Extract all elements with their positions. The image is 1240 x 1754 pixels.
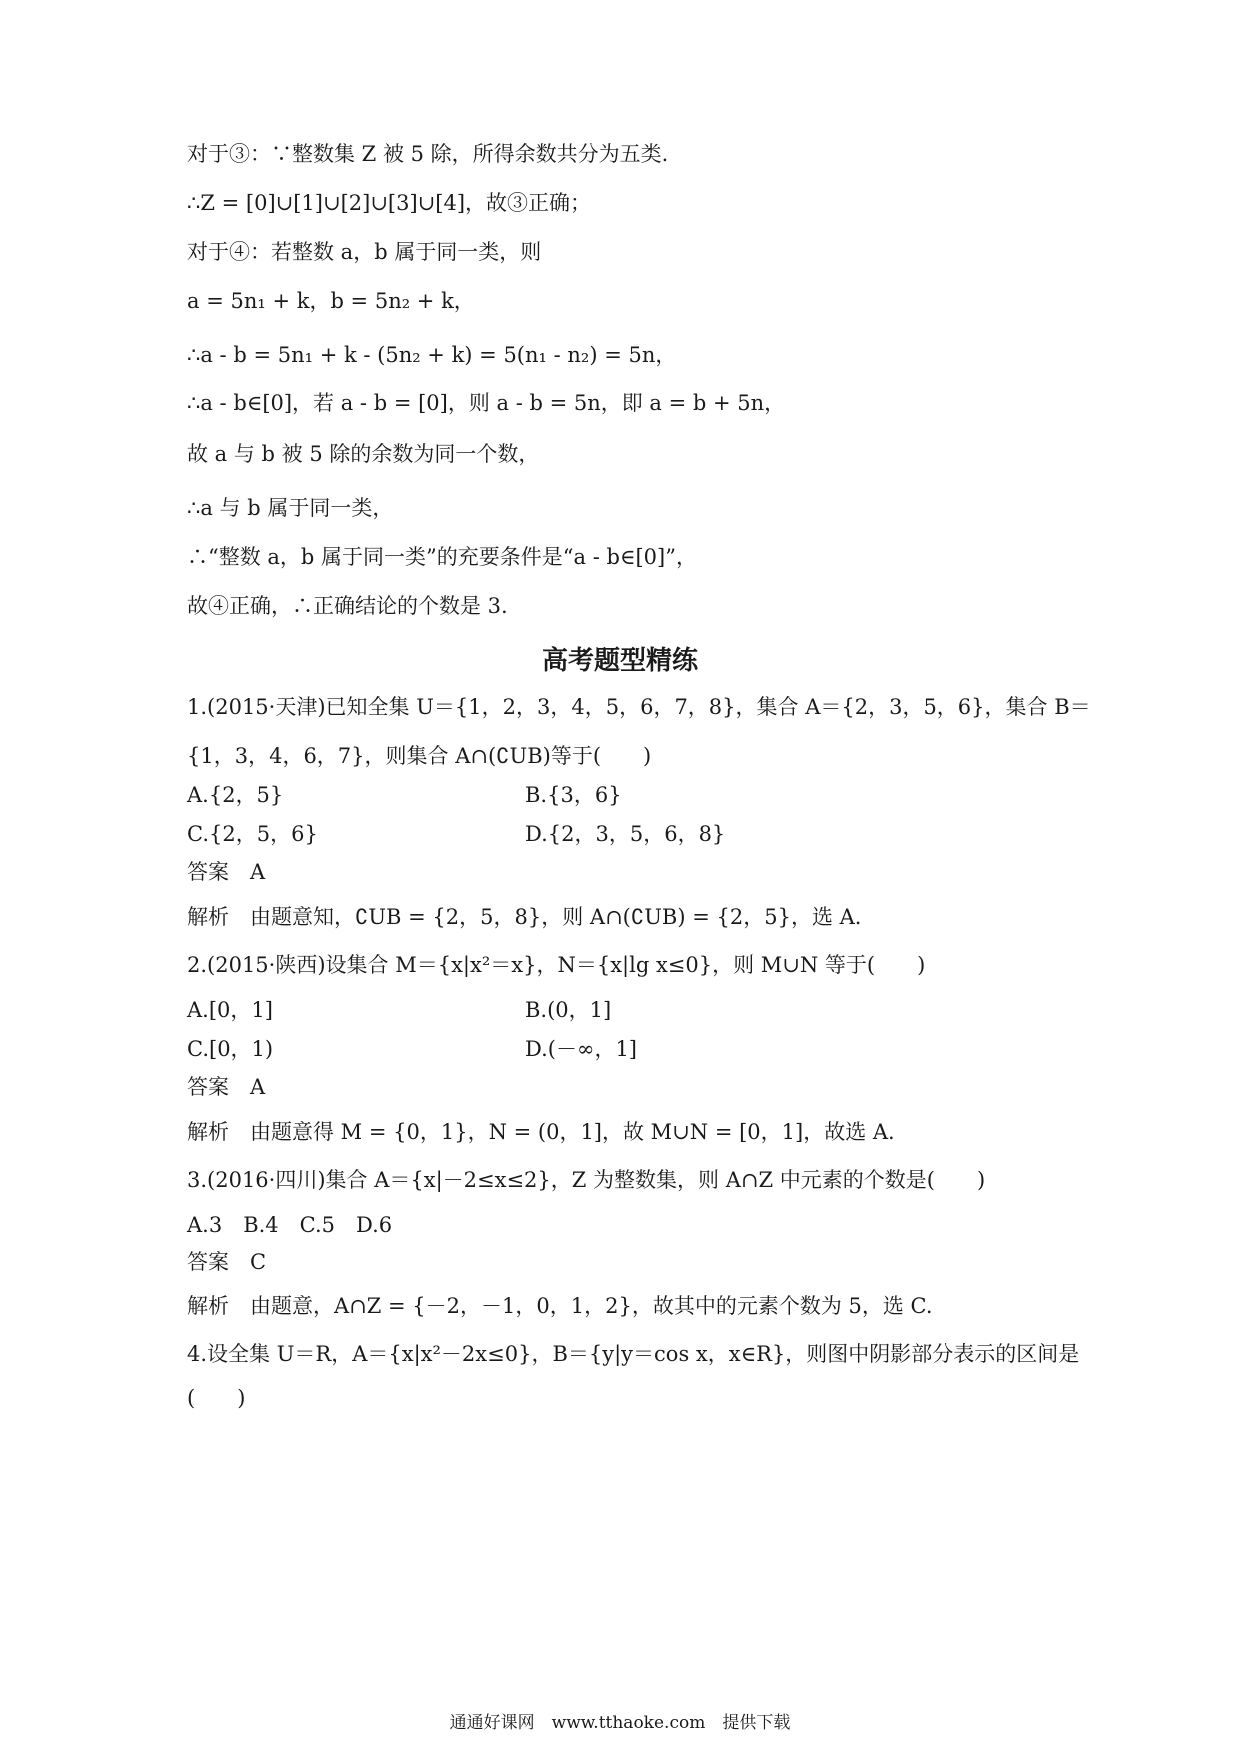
- footer-source: 通通好课网 www.tthaoke.com 提供下载: [449, 1713, 791, 1733]
- question-1-option-c: C.{2，5，6}: [187, 822, 318, 846]
- question-2-option-a: A.[0，1]: [187, 998, 273, 1022]
- solution-line: ∴a - b∈[0]，若 a - b = [0]，则 a - b = 5n，即 a = b + 5n，: [187, 391, 786, 415]
- solution-line: 对于③：∵整数集 Z 被 5 除，所得余数共分为五类.: [187, 142, 669, 166]
- solution-line: 故④正确，∴正确结论的个数是 3.: [187, 594, 508, 618]
- question-1-analysis: 解析 由题意知，∁UB = {2，5，8}，则 A∩(∁UB) = {2，5}，选 A.: [187, 905, 862, 929]
- solution-line: ∴“整数 a，b 属于同一类”的充要条件是“a - b∈[0]”，: [187, 545, 697, 569]
- question-2-answer: 答案 A: [187, 1075, 266, 1099]
- question-2-option-b: B.(0，1]: [525, 998, 612, 1022]
- question-3-answer: 答案 C: [187, 1250, 267, 1274]
- question-2-option-d: D.(－∞，1]: [525, 1037, 638, 1061]
- solution-line: 故 a 与 b 被 5 除的余数为同一个数，: [187, 442, 540, 466]
- solution-line: 对于④：若整数 a，b 属于同一类，则: [187, 240, 542, 264]
- question-1-option-a: A.{2，5}: [187, 783, 284, 807]
- question-2-option-c: C.[0，1): [187, 1037, 274, 1061]
- solution-line: a = 5n₁ + k，b = 5n₂ + k，: [187, 289, 475, 313]
- section-title: 高考题型精练: [541, 646, 698, 676]
- question-1-option-d: D.{2，3，5，6，8}: [525, 822, 726, 846]
- question-1-stem: 1.(2015·天津)已知全集 U＝{1，2，3，4，5，6，7，8}，集合 A＝{2，3，5，6}，集合 B＝: [187, 695, 1091, 719]
- question-1-answer: 答案 A: [187, 860, 266, 884]
- question-2-analysis: 解析 由题意得 M = {0，1}，N = (0，1]，故 M∪N = [0，1]，故选 A.: [187, 1120, 895, 1144]
- question-1-stem-cont: {1，3，4，6，7}，则集合 A∩(∁UB)等于( ): [187, 744, 652, 768]
- question-2-stem: 2.(2015·陕西)设集合 M＝{x|x²＝x}，N＝{x|lg x≤0}，则 M∪N 等于( ): [187, 953, 926, 977]
- question-1-option-b: B.{3，6}: [525, 783, 622, 807]
- solution-line: ∴a 与 b 属于同一类，: [187, 496, 394, 520]
- question-4-stem: 4.设全集 U＝R，A＝{x|x²－2x≤0}，B＝{y|y＝cos x，x∈R}，则图中阴影部分表示的区间是: [187, 1342, 1080, 1366]
- question-4-stem-cont: ( ): [187, 1386, 246, 1410]
- solution-line: ∴a - b = 5n₁ + k - (5n₂ + k) = 5(n₁ - n₂) = 5n，: [187, 343, 677, 367]
- question-3-analysis: 解析 由题意，A∩Z = {－2，－1，0，1，2}，故其中的元素个数为 5，选 C.: [187, 1294, 933, 1318]
- question-3-options: A.3 B.4 C.5 D.6: [187, 1213, 393, 1237]
- solution-line: ∴Z = [0]∪[1]∪[2]∪[3]∪[4]，故③正确；: [187, 191, 592, 215]
- question-3-stem: 3.(2016·四川)集合 A＝{x|－2≤x≤2}，Z 为整数集，则 A∩Z 中元素的个数是( ): [187, 1168, 986, 1192]
